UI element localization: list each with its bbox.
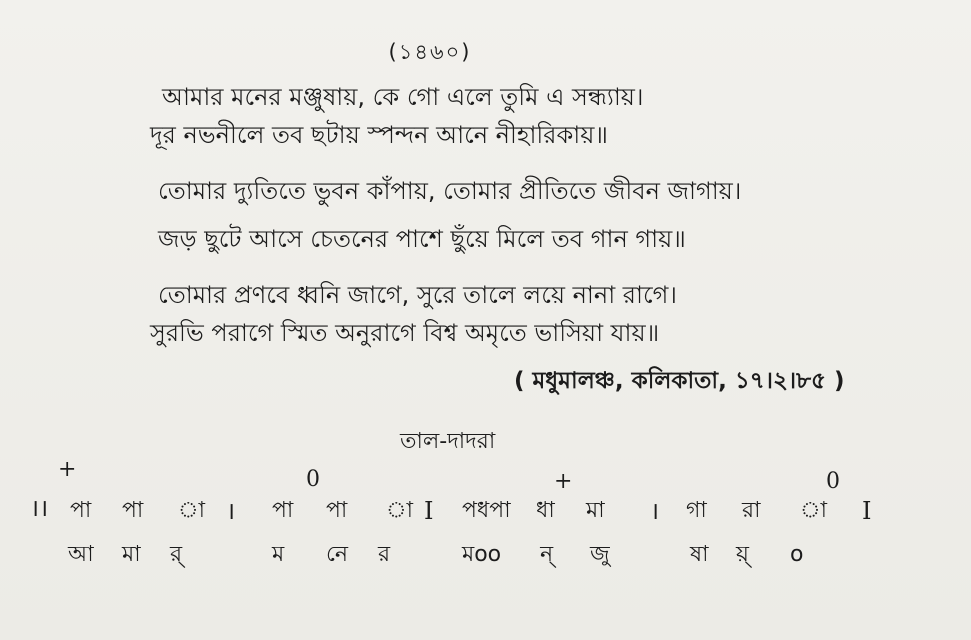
section-barline: I <box>424 497 434 525</box>
swara-cell: গা <box>686 498 707 523</box>
taal-heading: তাল-দাদরা <box>400 429 496 454</box>
song-number: (১৪৬০) <box>388 40 472 64</box>
beat-mark-khali: 0 <box>826 469 840 494</box>
swara-cell: া <box>178 498 205 523</box>
swara-cell: পা <box>272 498 294 523</box>
lyric-cell: র্ <box>170 542 183 567</box>
barline: । <box>650 497 660 525</box>
lyric-cell: আ <box>68 542 94 567</box>
start-barline: ।। <box>30 494 49 522</box>
beat-mark-tali: + <box>58 457 77 482</box>
swara-cell: মা <box>586 498 605 523</box>
swara-cell: ধা <box>536 498 555 523</box>
lyric-cell: ন্ <box>540 542 554 567</box>
verse-line: তোমার দ্যুতিতে ভুবন কাঁপায়, তোমার প্রীতিতে জীবন জাগায়। <box>158 177 742 205</box>
section-barline: I <box>862 497 872 525</box>
lyric-cell: নে <box>326 542 349 567</box>
lyric-cell: o <box>790 542 804 567</box>
barline: । <box>226 497 236 525</box>
swara-cell: া <box>386 498 413 523</box>
beat-mark-tali: + <box>554 469 573 494</box>
swara-cell: পা <box>122 498 144 523</box>
swara-cell: পা <box>70 498 92 523</box>
swara-cell: পা <box>326 498 348 523</box>
lyric-cell: ম <box>272 542 285 567</box>
verse-line: জড় ছুটে আসে চেতনের পাশে ছুঁয়ে মিলে তব গান গায়॥ <box>158 225 686 253</box>
swara-cell: পধপা <box>462 498 511 523</box>
verse-line: দূর নভনীলে তব ছটায় স্পন্দন আনে নীহারিকায়॥ <box>150 121 608 149</box>
verse-line: আমার মনের মঞ্জুষায়, কে গো এলে তুমি এ সন্ধ্যায়। <box>162 83 644 111</box>
lyric-cell: র <box>378 542 391 567</box>
verse-line: তোমার প্রণবে ধ্বনি জাগে, সুরে তালে লয়ে নানা রাগে। <box>158 281 677 309</box>
verse-line: সুরভি পরাগে স্মিত অনুরাগে বিশ্ব অমৃতে ভাসিয়া যায়॥ <box>150 319 660 347</box>
swara-cell: রা <box>742 498 761 523</box>
swara-cell: া <box>800 498 827 523</box>
lyric-cell: মা <box>122 542 141 567</box>
beat-mark-khali: 0 <box>306 467 320 492</box>
lyric-cell: য়্ <box>736 542 749 567</box>
source-citation: ( মধুমালঞ্চ, কলিকাতা, ১৭।২।৮৫ ) <box>514 368 845 394</box>
lyric-cell: জু <box>590 542 610 567</box>
lyric-cell: ষা <box>690 542 709 567</box>
lyric-cell: মoo <box>462 542 502 567</box>
